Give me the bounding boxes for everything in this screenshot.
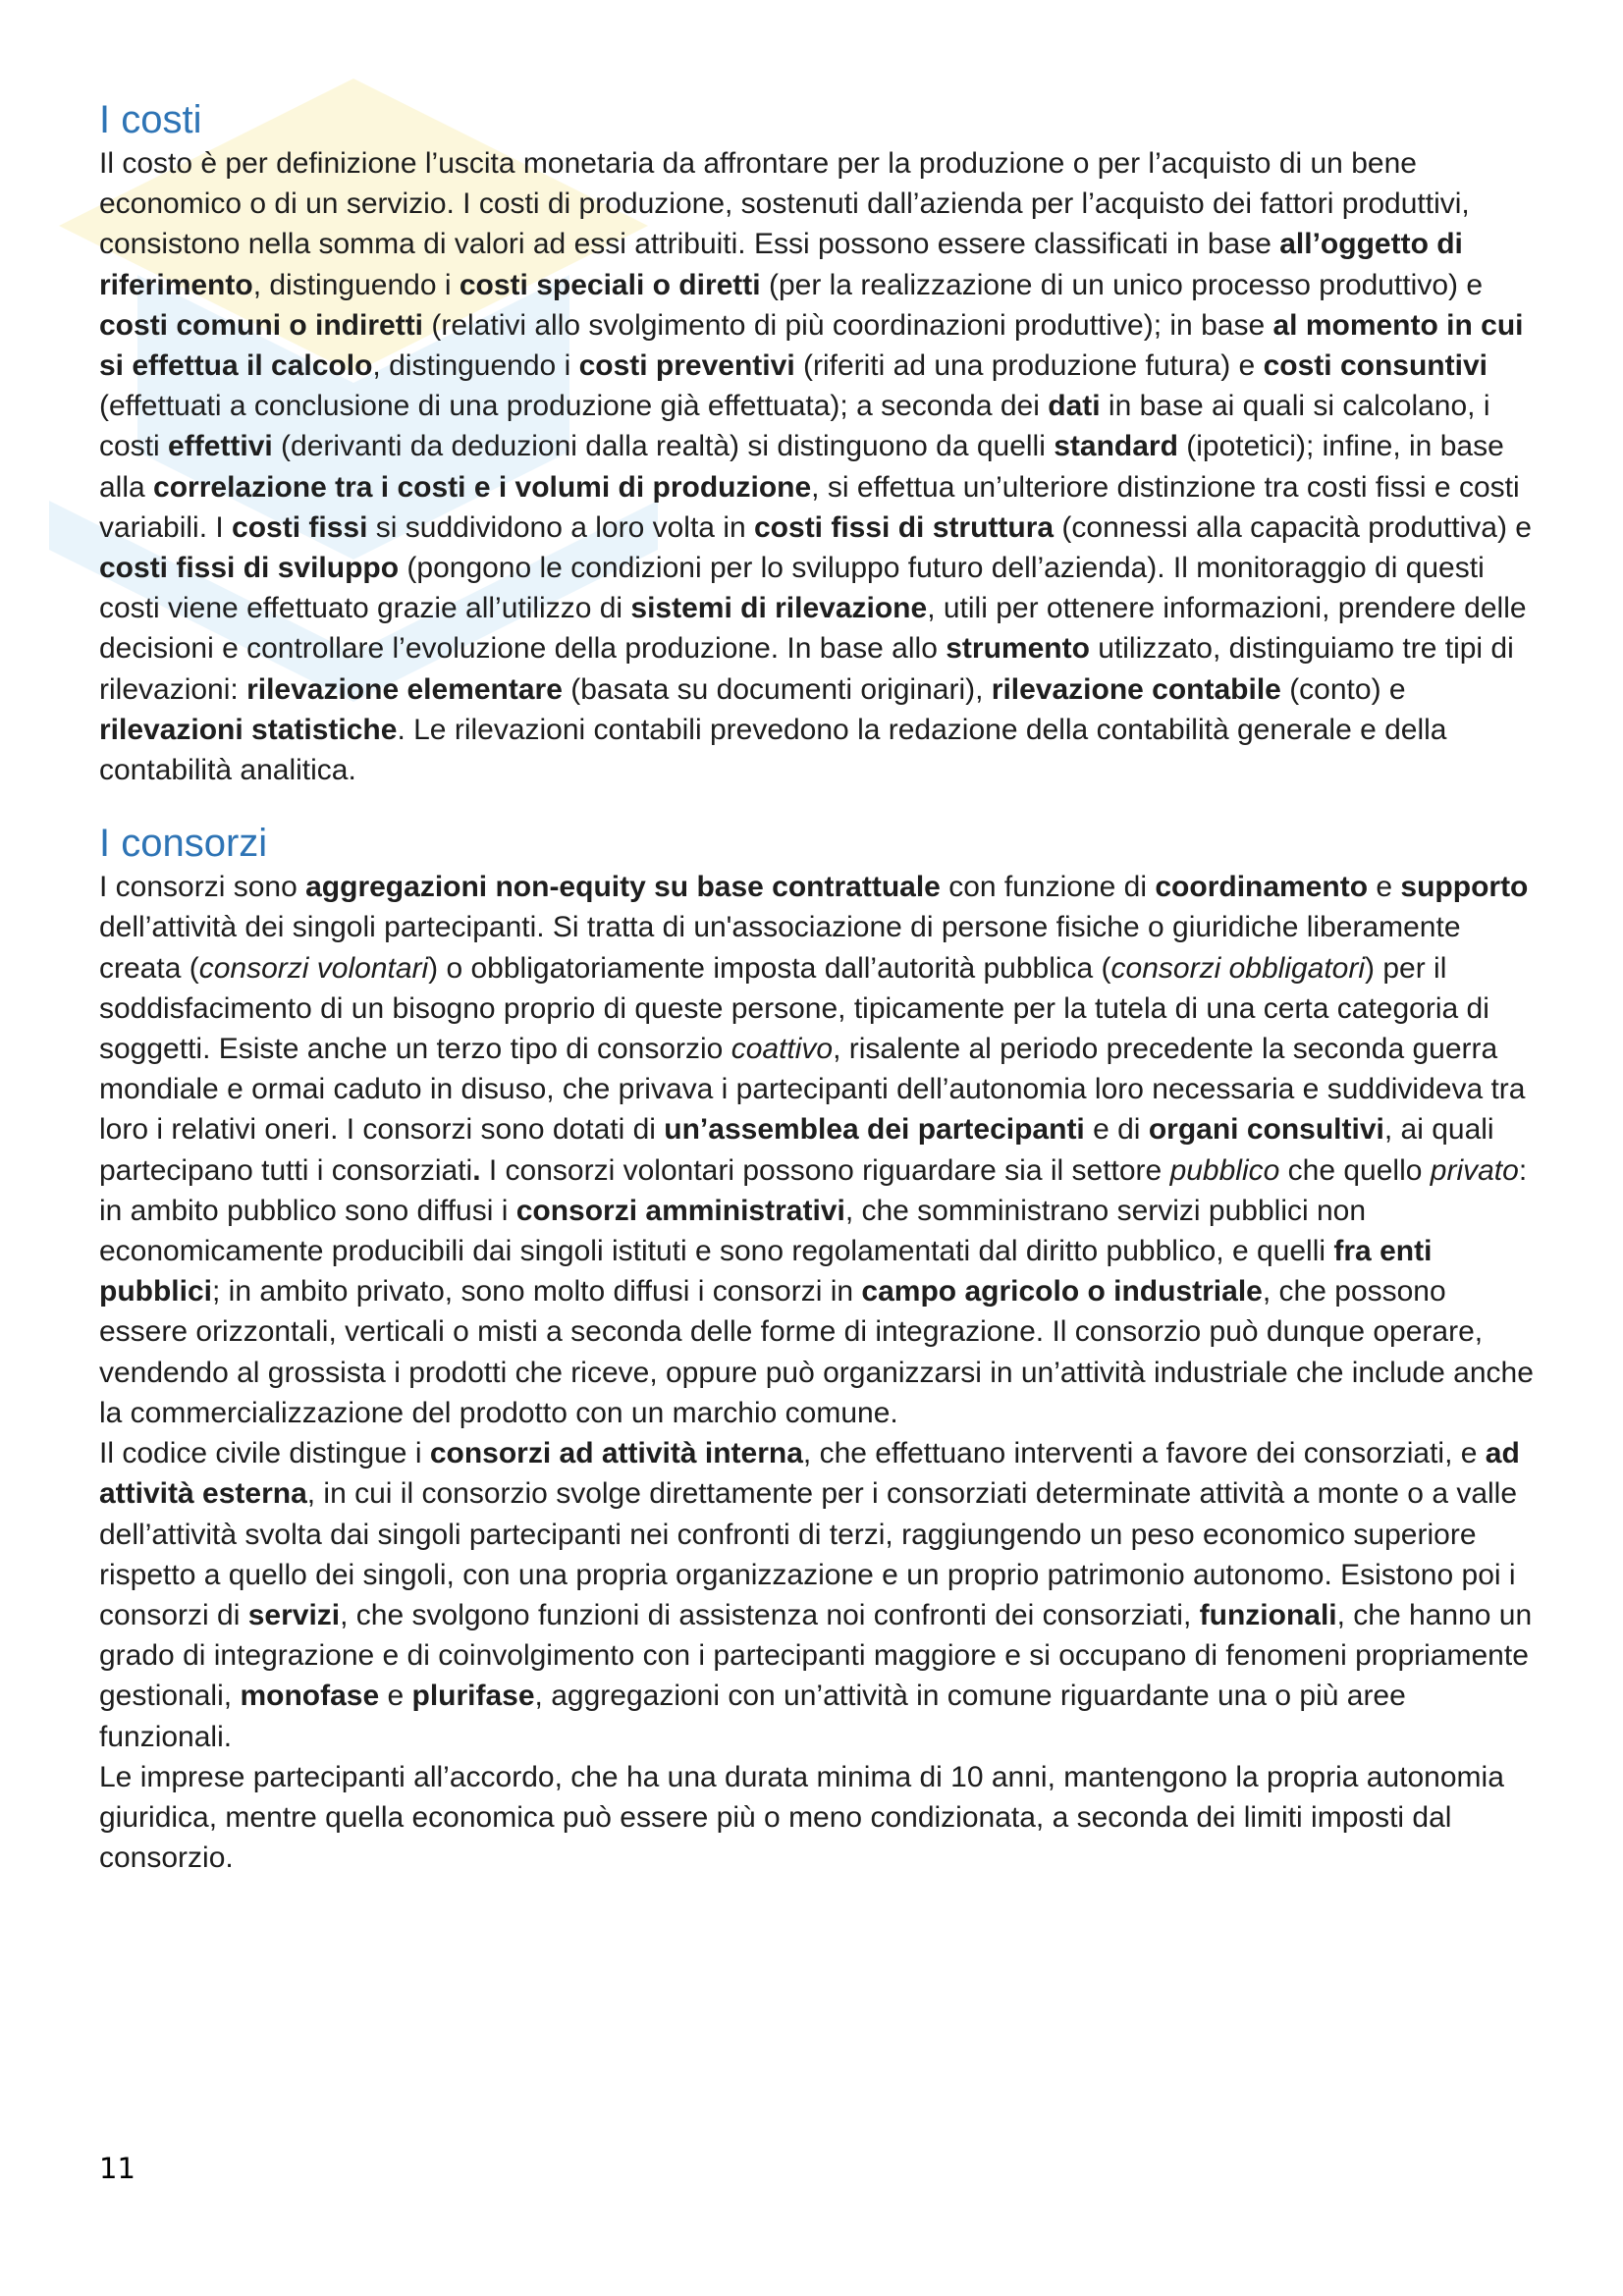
italic-term: privato	[1430, 1153, 1519, 1187]
bold-term: strumento	[946, 632, 1090, 666]
bold-term: monofase	[240, 1680, 380, 1713]
bold-term: rilevazione elementare	[246, 672, 563, 706]
italic-term: pubblico	[1169, 1153, 1280, 1187]
bold-term: fra enti pubblici	[99, 1235, 1433, 1308]
text-run: (effettuati a conclusione di una produzione già effettuata); a seconda dei	[99, 390, 1049, 423]
text-run: (connessi alla capacità produttiva) e	[1054, 510, 1532, 544]
bold-term: costi fissi di sviluppo	[99, 552, 400, 585]
text-run: in base ai quali si calcolano, i costi	[99, 390, 1490, 463]
text-run: (per la realizzazione di un unico processo produttivo) e	[760, 268, 1484, 301]
bold-term: funzionali	[1199, 1598, 1337, 1631]
text-run: , che effettuano interventi a favore dei consorziati, e	[802, 1437, 1486, 1470]
text-run: Il costo è per definizione l’uscita monetaria da affrontare per la produzione o per l’acquisto di un bene economico o di un servizio. I costi di produzione, sostenuti dall’azienda per l’acquisto dei fattori produttivi, consistono nella somma di valori ad essi attribuiti. Essi possono essere classificati in base	[99, 147, 1470, 261]
text-run: : in ambito pubblico sono diffusi i	[99, 1153, 1528, 1227]
page-number: 11	[99, 2152, 135, 2185]
text-run: (relativi allo svolgimento di più coordinazioni produttive); in base	[423, 308, 1273, 342]
text-run: e	[1368, 871, 1401, 904]
section-title-costi: I costi	[99, 98, 202, 141]
italic-term: consorzi obbligatori	[1110, 951, 1366, 985]
bold-term: costi fissi di struttura	[754, 510, 1055, 544]
text-run: ; in ambito privato, sono molto diffusi i consorzi in	[212, 1275, 862, 1308]
bold-term: un’assemblea dei partecipanti	[664, 1113, 1085, 1147]
bold-term: costi speciali o diretti	[459, 268, 761, 301]
bold-term: coordinamento	[1155, 871, 1369, 904]
text-run: e di	[1084, 1113, 1149, 1147]
text-run: si suddividono a loro volta in	[367, 510, 754, 544]
bold-term: standard	[1054, 430, 1178, 463]
bold-term: all’oggetto di riferimento	[99, 228, 1463, 301]
text-run: con funzione di	[940, 871, 1156, 904]
text-run: I consorzi sono	[99, 871, 306, 904]
bold-term: dati	[1048, 390, 1101, 423]
bold-term: sistemi di rilevazione	[630, 592, 928, 625]
text-run: che quello	[1279, 1153, 1431, 1187]
text-run: ) o obbligatoriamente imposta dall’autorità pubblica (	[428, 951, 1111, 985]
bold-term: .	[472, 1153, 481, 1187]
bold-term: supporto	[1400, 871, 1529, 904]
text-run: utilizzato, distinguiamo tre tipi di rilevazioni:	[99, 632, 1514, 706]
italic-term: consorzi volontari	[198, 951, 429, 985]
text-run: , distinguendo i	[372, 349, 579, 383]
bold-term: consorzi amministrativi	[515, 1194, 845, 1227]
text-run: Il codice civile distingue i	[99, 1437, 430, 1470]
bold-term: servizi	[247, 1598, 341, 1631]
text-run: (ipotetici); infine, in base alla	[99, 430, 1504, 504]
text-run: , in cui il consorzio svolge direttamente per i consorziati determinate attività a monte o a valle dell’attività svolta dai singoli partecipanti nei confronti di terzi, raggiungendo un peso economico superiore rispetto a quello dei singoli, con una propria organizzazione e un proprio patrimonio autonomo. Esistono poi i consorzi di	[99, 1477, 1518, 1631]
bold-term: plurifase	[411, 1680, 535, 1713]
bold-term: costi comuni o indiretti	[99, 308, 424, 342]
text-run: , risalente al periodo precedente la seconda guerra mondiale e ormai caduto in disuso, che privava i partecipanti dell’autonomia loro necessaria e suddivideva tra loro i relativi oneri. I consorzi sono dotati di	[99, 1033, 1526, 1147]
text-run: . Le rilevazioni contabili prevedono la redazione della contabilità generale e della contabilità analitica.	[99, 713, 1447, 787]
italic-term: coattivo	[730, 1033, 834, 1066]
bold-term: rilevazione contabile	[991, 672, 1281, 706]
paragraph	[99, 1757, 1542, 1879]
text-run: (derivanti da deduzioni dalla realtà) si distinguono da quelli	[272, 430, 1055, 463]
text-run: (pongono le condizioni per lo sviluppo futuro dell’azienda). Il monitoraggio di questi costi viene effettuato grazie all’utilizzo di	[99, 552, 1485, 625]
bold-term: costi fissi	[232, 510, 368, 544]
text-run: , che hanno un grado di integrazione e di coinvolgimento con i partecipanti maggiore e si occupano di fenomeni propriamente gestionali,	[99, 1598, 1533, 1713]
text-run: , che somministrano servizi pubblici non economicamente producibili dai singoli istituti e sono regolamentati dal diritto pubblico, e quelli	[99, 1194, 1367, 1268]
bold-term: consorzi ad attività interna	[429, 1437, 803, 1470]
text-run: Le imprese partecipanti all’accordo, che ha una durata minima di 10 anni, mantengono la propria autonomia giuridica, mentre quella economica può essere più o meno condizionata, a seconda dei limiti imposti dal consorzio.	[99, 1760, 1504, 1875]
bold-term: aggregazioni non-equity su base contrattuale	[305, 871, 941, 904]
page-content	[99, 96, 1542, 1878]
text-run: , che possono essere orizzontali, verticali o misti a seconda delle forme di integrazione. Il consorzio può dunque operare, vendendo al grossista i prodotti che riceve, oppure può organizzarsi in un’attività industriale che include anche la commercializzazione del prodotto con un marchio comune.	[99, 1275, 1534, 1429]
bold-term: rilevazioni statistiche	[99, 713, 398, 746]
bold-term: ad attività esterna	[99, 1437, 1520, 1511]
text-run: , utili per ottenere informazioni, prendere delle decisioni e controllare l’evoluzione della produzione. In base allo	[99, 592, 1527, 666]
bold-term: effettivi	[168, 430, 273, 463]
paragraph	[99, 1433, 1542, 1757]
text-run: e	[379, 1680, 412, 1713]
bold-term: organi consultivi	[1148, 1113, 1384, 1147]
text-run: , che svolgono funzioni di assistenza noi confronti dei consorziati,	[340, 1598, 1200, 1631]
text-run: (conto) e	[1280, 672, 1406, 706]
text-run: , ai quali partecipano tutti i consorziati	[99, 1113, 1494, 1187]
section-title-consorzi: I consorzi	[99, 822, 268, 866]
text-run: (riferiti ad una produzione futura) e	[794, 349, 1264, 383]
bold-term: costi preventivi	[578, 349, 795, 383]
paragraph	[99, 143, 1542, 790]
bold-term: al momento in cui si effettua il calcolo	[99, 308, 1524, 383]
text-run: , si effettua un’ulteriore distinzione tra costi fissi e costi variabili. I	[99, 470, 1520, 544]
text-run: , aggregazioni con un’attività in comune riguardante una o più aree funzionali.	[99, 1680, 1406, 1753]
bold-term: costi consuntivi	[1263, 349, 1488, 383]
text-run: ) per il soddisfacimento di un bisogno proprio di queste persone, tipicamente per la tutela di una certa categoria di soggetti. Esiste anche un terzo tipo di consorzio	[99, 951, 1489, 1066]
text-run: dell’attività dei singoli partecipanti. Si tratta di un'associazione di persone fisiche o giuridiche liberamente creata (	[99, 911, 1461, 985]
text-run: I consorzi volontari possono riguardare sia il settore	[480, 1153, 1170, 1187]
bold-term: campo agricolo o industriale	[861, 1275, 1263, 1308]
text-run: (basata su documenti originari),	[562, 672, 992, 706]
text-run: , distinguendo i	[252, 268, 460, 301]
bold-term: correlazione tra i costi e i volumi di produzione	[153, 470, 812, 504]
paragraph	[99, 867, 1542, 1433]
